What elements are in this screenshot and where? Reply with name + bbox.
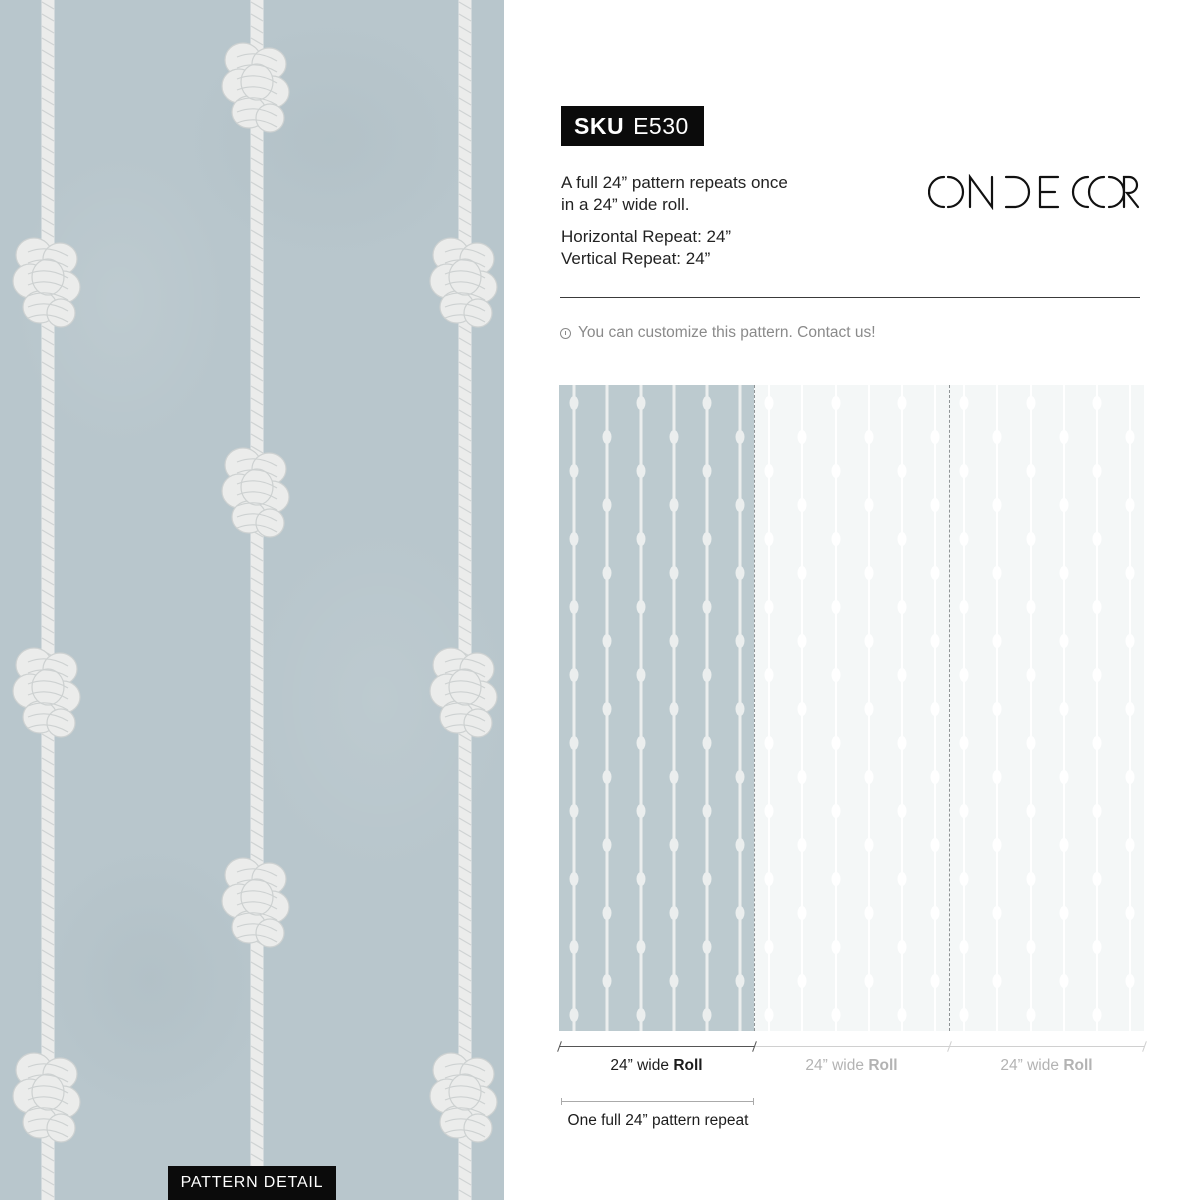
mini-knot: [960, 940, 969, 954]
mini-knot: [637, 736, 646, 750]
mini-knot: [670, 770, 679, 784]
mini-knot: [765, 600, 774, 614]
mini-knot: [603, 702, 612, 716]
mini-knot: [703, 804, 712, 818]
mini-knot: [1060, 770, 1069, 784]
roll-label-1: [559, 1057, 754, 1075]
mini-knot: [832, 1008, 841, 1022]
mini-knot: [960, 396, 969, 410]
mini-knot: [993, 770, 1002, 784]
mini-knot: [703, 940, 712, 954]
mini-knot: [798, 702, 807, 716]
pattern-repeat-indicator: [561, 1098, 754, 1106]
mini-knot: [670, 974, 679, 988]
mini-knot: [736, 498, 745, 512]
mini-knot: [865, 634, 874, 648]
mini-knot: [832, 668, 841, 682]
mini-knot: [1060, 634, 1069, 648]
product-description: [561, 172, 881, 270]
mini-knot: [865, 906, 874, 920]
mini-knot: [637, 464, 646, 478]
pattern-detail-panel: [0, 0, 504, 1200]
mini-knot: [1027, 940, 1036, 954]
roll-label-bold: Roll: [868, 1057, 898, 1074]
mini-knot: [1027, 464, 1036, 478]
vertical-repeat: Vertical Repeat: 24”: [561, 249, 711, 268]
mini-knot: [736, 702, 745, 716]
mini-knot: [765, 804, 774, 818]
mini-knot: [765, 532, 774, 546]
ondecor-logo[interactable]: [928, 172, 1140, 212]
mini-knot: [570, 600, 579, 614]
mini-knot: [1093, 1008, 1102, 1022]
description-line-1: A full 24” pattern repeats once: [561, 173, 788, 192]
mini-knot: [570, 464, 579, 478]
roll-preview: [559, 385, 1144, 1031]
mini-knot: [1027, 1008, 1036, 1022]
mini-knot: [931, 770, 940, 784]
mini-knot: [765, 1008, 774, 1022]
mini-knot: [993, 974, 1002, 988]
sku-badge: [561, 106, 704, 146]
mini-knot: [1060, 702, 1069, 716]
roll-pattern-1: [559, 385, 754, 1031]
roll-panel-3: [949, 385, 1144, 1031]
mini-knot: [1093, 464, 1102, 478]
mini-knot: [832, 600, 841, 614]
mini-knot: [1093, 668, 1102, 682]
mini-knot: [1093, 532, 1102, 546]
mini-knot: [1126, 498, 1135, 512]
mini-knot: [1027, 736, 1036, 750]
measure-cap: [561, 1098, 562, 1105]
mini-knot: [736, 770, 745, 784]
roll-label-prefix: 24” wide: [1000, 1057, 1064, 1074]
roll-separator: [754, 385, 755, 1031]
mini-knot: [637, 1008, 646, 1022]
mini-knot: [832, 804, 841, 818]
mini-knot: [865, 974, 874, 988]
mini-knot: [736, 906, 745, 920]
mini-knot: [637, 668, 646, 682]
mini-knot: [931, 430, 940, 444]
mini-knot: [898, 1008, 907, 1022]
mini-knot: [765, 668, 774, 682]
mini-knot: [1126, 906, 1135, 920]
mini-knot: [603, 974, 612, 988]
rope-pattern: [0, 0, 504, 1200]
mini-knot: [865, 566, 874, 580]
rope-knot: [430, 1053, 497, 1142]
mini-knot: [736, 566, 745, 580]
roll-width-indicator-3: [950, 1040, 1145, 1054]
mini-knot: [603, 498, 612, 512]
mini-knot: [798, 974, 807, 988]
section-divider: [560, 297, 1140, 298]
mini-knot: [670, 566, 679, 580]
mini-knot: [603, 770, 612, 784]
mini-knot: [570, 1008, 579, 1022]
mini-knot: [637, 532, 646, 546]
mini-knot: [570, 396, 579, 410]
mini-knot: [670, 702, 679, 716]
mini-knot: [637, 396, 646, 410]
rope-knot: [13, 238, 80, 327]
mini-knot: [670, 906, 679, 920]
mini-knot: [703, 872, 712, 886]
mini-knot: [570, 804, 579, 818]
mini-knot: [703, 736, 712, 750]
mini-knot: [703, 464, 712, 478]
mini-knot: [1027, 668, 1036, 682]
roll-label-prefix: 24” wide: [610, 1057, 674, 1074]
mini-knot: [1027, 532, 1036, 546]
mini-knot: [703, 396, 712, 410]
roll-label-3: [949, 1057, 1144, 1075]
mini-knot: [898, 396, 907, 410]
rope-knot: [222, 858, 289, 947]
rope-knot: [13, 1053, 80, 1142]
roll-label-2: [754, 1057, 949, 1075]
mini-knot: [1093, 600, 1102, 614]
mini-knot: [703, 668, 712, 682]
mini-knot: [931, 906, 940, 920]
mini-knot: [703, 532, 712, 546]
mini-knot: [637, 600, 646, 614]
roll-label-prefix: 24” wide: [805, 1057, 869, 1074]
mini-knot: [898, 600, 907, 614]
sku-prefix: SKU: [574, 112, 625, 139]
mini-knot: [570, 736, 579, 750]
mini-knot: [1093, 940, 1102, 954]
mini-knot: [832, 736, 841, 750]
mini-knot: [736, 974, 745, 988]
mini-knot: [960, 872, 969, 886]
roll-width-indicator-1: [559, 1040, 755, 1054]
roll-label-bold: Roll: [1063, 1057, 1093, 1074]
mini-knot: [798, 566, 807, 580]
customize-notice-text: You can customize this pattern. Contact us!: [578, 324, 876, 341]
rope-knot: [430, 648, 497, 737]
mini-knot: [570, 668, 579, 682]
rope-knot: [222, 448, 289, 537]
mini-knot: [931, 974, 940, 988]
mini-knot: [1126, 566, 1135, 580]
description-line-2: in a 24” wide roll.: [561, 195, 690, 214]
roll-width-indicator-2: [755, 1040, 950, 1054]
mini-knot: [832, 532, 841, 546]
mini-knot: [993, 838, 1002, 852]
mini-knot: [1060, 906, 1069, 920]
roll-pattern-3: [949, 385, 1144, 1031]
mini-knot: [898, 464, 907, 478]
mini-knot: [993, 566, 1002, 580]
mini-knot: [865, 770, 874, 784]
mini-knot: [865, 702, 874, 716]
mini-knot: [1126, 974, 1135, 988]
mini-knot: [736, 838, 745, 852]
mini-knot: [865, 838, 874, 852]
mini-knot: [670, 430, 679, 444]
mini-knot: [1126, 634, 1135, 648]
horizontal-repeat: Horizontal Repeat: 24”: [561, 227, 732, 246]
mini-knot: [637, 872, 646, 886]
pattern-repeat-label: One full 24” pattern repeat: [567, 1112, 749, 1129]
mini-knot: [670, 838, 679, 852]
mini-knot: [931, 702, 940, 716]
mini-knot: [960, 668, 969, 682]
mini-knot: [765, 940, 774, 954]
mini-knot: [1060, 430, 1069, 444]
mini-knot: [570, 532, 579, 546]
customize-notice[interactable]: [560, 324, 876, 342]
mini-knot: [798, 430, 807, 444]
measure-line: [559, 1046, 755, 1047]
mini-knot: [603, 906, 612, 920]
mini-knot: [1093, 872, 1102, 886]
mini-knot: [960, 600, 969, 614]
rope-knot: [430, 238, 497, 327]
rope-knot: [13, 648, 80, 737]
mini-knot: [1060, 838, 1069, 852]
mini-knot: [960, 464, 969, 478]
mini-knot: [1060, 566, 1069, 580]
mini-knot: [765, 872, 774, 886]
mini-knot: [603, 838, 612, 852]
ondecor-logo-mark: [928, 174, 1140, 210]
mini-knot: [637, 804, 646, 818]
mini-knot: [898, 532, 907, 546]
roll-panel-1: [559, 385, 754, 1031]
measure-tick: [1142, 1041, 1147, 1052]
mini-knot: [931, 838, 940, 852]
mini-knot: [637, 940, 646, 954]
mini-knot: [703, 1008, 712, 1022]
mini-knot: [960, 736, 969, 750]
measure-line: [950, 1046, 1145, 1047]
mini-knot: [832, 872, 841, 886]
mini-knot: [570, 940, 579, 954]
mini-knot: [765, 396, 774, 410]
mini-knot: [1126, 430, 1135, 444]
mini-knot: [832, 464, 841, 478]
mini-knot: [798, 770, 807, 784]
mini-knot: [898, 804, 907, 818]
mini-knot: [1027, 600, 1036, 614]
mini-knot: [670, 634, 679, 648]
mini-knot: [898, 940, 907, 954]
mini-knot: [960, 1008, 969, 1022]
mini-knot: [1060, 974, 1069, 988]
sku-code: E530: [633, 112, 689, 139]
mini-knot: [1027, 804, 1036, 818]
measure-cap: [753, 1098, 754, 1105]
mini-knot: [960, 804, 969, 818]
mini-knot: [1060, 498, 1069, 512]
mini-knot: [865, 498, 874, 512]
mini-knot: [736, 634, 745, 648]
mini-knot: [1093, 396, 1102, 410]
mini-knot: [736, 430, 745, 444]
mini-knot: [798, 838, 807, 852]
mini-knot: [603, 430, 612, 444]
mini-knot: [993, 702, 1002, 716]
mini-knot: [993, 906, 1002, 920]
mini-knot: [993, 634, 1002, 648]
rope-knot: [222, 43, 289, 132]
mini-knot: [570, 872, 579, 886]
mini-knot: [898, 872, 907, 886]
mini-knot: [1093, 736, 1102, 750]
roll-separator: [949, 385, 950, 1031]
pattern-detail-label: PATTERN DETAIL: [168, 1166, 336, 1200]
mini-knot: [1093, 804, 1102, 818]
mini-knot: [931, 634, 940, 648]
mini-knot: [1126, 770, 1135, 784]
mini-knot: [1027, 872, 1036, 886]
mini-knot: [865, 430, 874, 444]
mini-knot: [931, 566, 940, 580]
mini-knot: [993, 498, 1002, 512]
mini-knot: [898, 668, 907, 682]
mini-knot: [1126, 702, 1135, 716]
mini-knot: [898, 736, 907, 750]
mini-knot: [1126, 838, 1135, 852]
mini-knot: [603, 634, 612, 648]
mini-knot: [832, 396, 841, 410]
mini-knot: [765, 736, 774, 750]
mini-knot: [765, 464, 774, 478]
mini-knot: [960, 532, 969, 546]
measure-line: [755, 1046, 950, 1047]
mini-knot: [832, 940, 841, 954]
roll-pattern-2: [754, 385, 949, 1031]
mini-knot: [931, 498, 940, 512]
info-icon: [560, 328, 571, 339]
measure-line: [561, 1101, 754, 1102]
mini-knot: [1027, 396, 1036, 410]
mini-knot: [798, 498, 807, 512]
mini-knot: [798, 634, 807, 648]
mini-knot: [993, 430, 1002, 444]
mini-knot: [603, 566, 612, 580]
roll-label-bold: Roll: [673, 1057, 703, 1074]
mini-knot: [798, 906, 807, 920]
roll-panel-2: [754, 385, 949, 1031]
mini-knot: [703, 600, 712, 614]
mini-knot: [670, 498, 679, 512]
